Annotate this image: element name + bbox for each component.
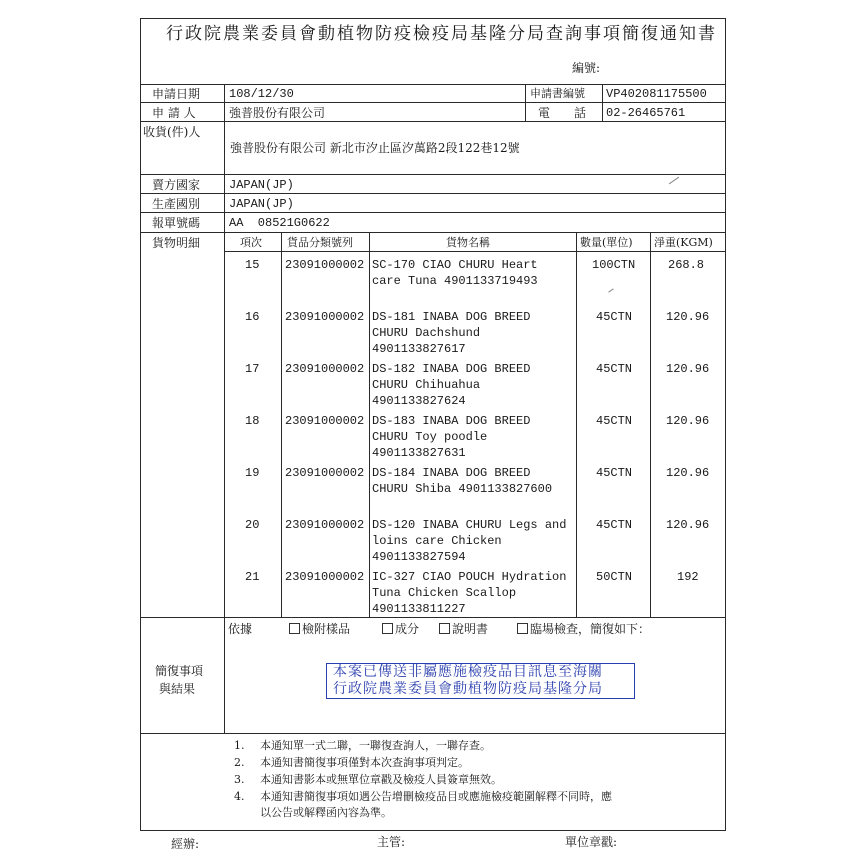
option-manual: 說明書 xyxy=(439,621,488,637)
row-qty: 45CTN xyxy=(596,362,633,376)
stamp-line-2: 行政院農業委員會動植物防疫局基隆分局 xyxy=(333,681,603,697)
row-item: 21 xyxy=(245,570,260,584)
checkbox[interactable] xyxy=(517,623,528,634)
note-num: 4. xyxy=(234,790,245,803)
row-item: 20 xyxy=(245,518,260,532)
rule xyxy=(650,232,651,617)
note-text: 本通知書簡復事項如遇公告增刪檢疫品目或應施檢疫範圍解釋不同時，應 xyxy=(260,790,612,803)
rule xyxy=(140,84,726,85)
row-weight: 120.96 xyxy=(666,518,710,532)
row-qty: 50CTN xyxy=(596,570,633,584)
declaration-no-value: AA 08521G0622 xyxy=(229,216,330,230)
note-text: 以公告或解釋函內容為準。 xyxy=(260,806,392,819)
rule xyxy=(140,102,726,103)
document-title: 行政院農業委員會動植物防疫檢疫局基隆分局查詢事項簡復通知書 xyxy=(166,24,717,44)
footer-supervisor: 主管: xyxy=(377,835,406,849)
row-item: 16 xyxy=(245,310,260,324)
application-no-label: 申請書編號 xyxy=(530,87,585,100)
row-code: 23091000002 xyxy=(285,362,365,376)
note-num: 1. xyxy=(234,739,245,752)
applicant-label: 申 請 人 xyxy=(152,106,196,120)
rule xyxy=(140,174,726,175)
row-code: 23091000002 xyxy=(285,414,365,428)
row-weight: 120.96 xyxy=(666,414,710,428)
row-weight: 120.96 xyxy=(666,310,710,324)
footer-seal: 單位章戳: xyxy=(565,835,618,849)
rule xyxy=(281,232,282,617)
rule xyxy=(525,84,526,121)
col-header-code: 貨品分類號列 xyxy=(287,236,353,249)
basis-label: 依據 xyxy=(228,622,253,636)
rule xyxy=(140,232,726,233)
row-weight: 120.96 xyxy=(666,362,710,376)
phone-value: 02-26465761 xyxy=(606,106,686,120)
row-name: SC-170 CIAO CHURU Heart care Tuna 4901133719493 xyxy=(372,258,538,288)
result-stamp xyxy=(326,663,635,699)
rule xyxy=(602,84,603,121)
consignee-value: 強普股份有限公司 新北市汐止區汐萬路2段122巷12號 xyxy=(230,141,520,155)
note-text: 本通知書簡復事項僅對本次查詢事項判定。 xyxy=(260,756,469,769)
rule xyxy=(140,193,726,194)
col-header-qty: 數量(單位) xyxy=(580,236,633,249)
row-code: 23091000002 xyxy=(285,518,365,532)
row-code: 23091000002 xyxy=(285,466,365,480)
row-item: 17 xyxy=(245,362,260,376)
row-item: 15 xyxy=(245,258,260,272)
row-name: DS-182 INABA DOG BREED CHURU Chihuahua 4901133827624 xyxy=(372,362,531,408)
note-num: 3. xyxy=(234,773,245,786)
rule xyxy=(576,232,577,617)
option-samples: 檢附樣品 xyxy=(289,621,350,637)
application-date-value: 108/12/30 xyxy=(229,87,294,101)
goods-label: 貨物明細 xyxy=(152,236,201,250)
applicant-value: 強普股份有限公司 xyxy=(229,106,326,120)
col-header-item: 項次 xyxy=(240,236,262,249)
row-code: 23091000002 xyxy=(285,310,365,324)
row-weight: 120.96 xyxy=(666,466,710,480)
row-name: DS-181 INABA DOG BREED CHURU Dachshund 4901133827617 xyxy=(372,310,531,356)
consignee-label: 收貨(件)人 xyxy=(143,125,201,139)
row-code: 23091000002 xyxy=(285,258,365,272)
note-text: 本通知書影本或無單位章戳及檢疫人員簽章無效。 xyxy=(260,773,502,786)
row-weight: 268.8 xyxy=(668,258,705,272)
rule xyxy=(369,232,370,617)
checkbox[interactable] xyxy=(382,623,393,634)
rule xyxy=(140,617,726,618)
phone-label: 電 話 xyxy=(538,106,587,120)
row-qty: 45CTN xyxy=(596,310,633,324)
application-no-value: VP402081175500 xyxy=(606,87,707,101)
row-name: DS-120 INABA CHURU Legs and loins care Chicken 4901133827594 xyxy=(372,518,567,564)
col-header-name: 貨物名稱 xyxy=(446,236,490,249)
rule xyxy=(140,733,726,734)
checkbox[interactable] xyxy=(439,623,450,634)
seller-country-value: JAPAN(JP) xyxy=(229,178,294,192)
rule xyxy=(224,84,225,733)
declaration-no-label: 報單號碼 xyxy=(152,216,201,230)
option-inspection: 臨場檢查，簡復如下： xyxy=(517,621,650,637)
row-name: DS-183 INABA DOG BREED CHURU Toy poodle 4901133827631 xyxy=(372,414,531,460)
footer-handler: 經辦: xyxy=(171,837,200,851)
row-weight: 192 xyxy=(677,570,699,584)
origin-country-label: 生產國別 xyxy=(152,197,201,211)
row-qty: 45CTN xyxy=(596,414,633,428)
serial-label: 編號: xyxy=(572,61,601,75)
row-qty: 100CTN xyxy=(592,258,636,272)
note-text: 本通知單一式二聯，一聯復查詢人，一聯存查。 xyxy=(260,739,491,752)
row-qty: 45CTN xyxy=(596,518,633,532)
seller-country-label: 賣方國家 xyxy=(152,178,201,192)
col-header-weight: 淨重(KGM) xyxy=(654,236,713,249)
row-item: 18 xyxy=(245,414,260,428)
row-name: IC-327 CIAO POUCH Hydration Tuna Chicken Scallop 4901133811227 xyxy=(372,570,567,616)
row-qty: 45CTN xyxy=(596,466,633,480)
origin-country-value: JAPAN(JP) xyxy=(229,197,294,211)
application-date-label: 申請日期 xyxy=(152,87,201,101)
row-name: DS-184 INABA DOG BREED CHURU Shiba 4901133827600 xyxy=(372,466,553,496)
stamp-line-1: 本案已傳送非屬應施檢疫品目訊息至海關 xyxy=(333,664,603,680)
rule xyxy=(140,212,726,213)
row-code: 23091000002 xyxy=(285,570,365,584)
reply-label-1: 簡復事項 xyxy=(155,664,204,678)
option-ingredients: 成分 xyxy=(382,621,419,637)
reply-label-2: 與結果 xyxy=(159,682,196,696)
row-item: 19 xyxy=(245,466,260,480)
rule xyxy=(140,121,726,122)
note-num: 2. xyxy=(234,756,245,769)
checkbox[interactable] xyxy=(289,623,300,634)
